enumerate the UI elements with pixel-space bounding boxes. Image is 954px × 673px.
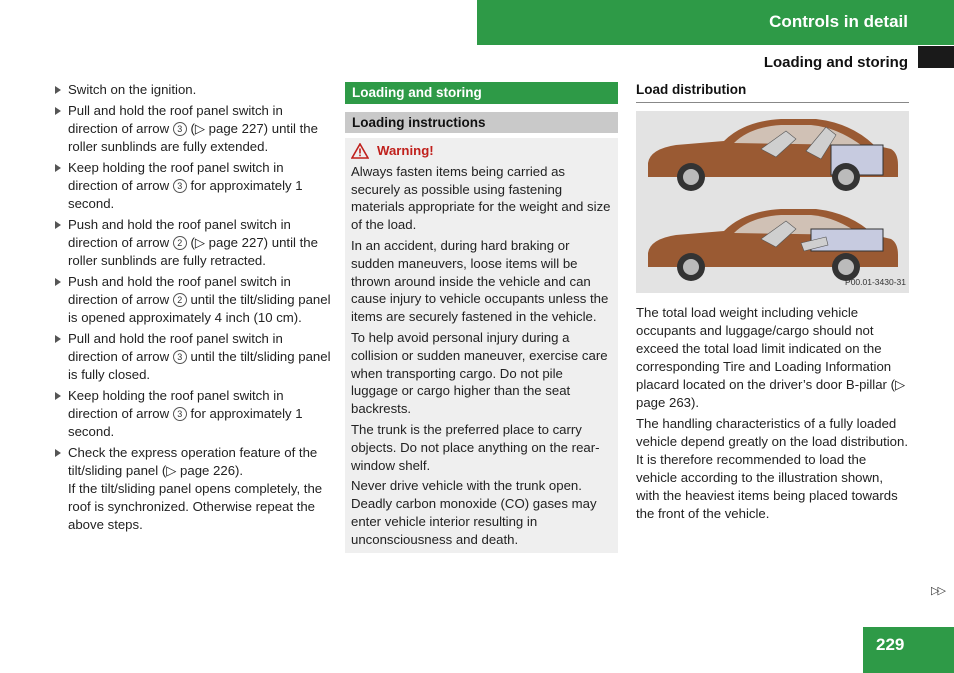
page-number: 229 bbox=[876, 635, 905, 654]
load-distribution-column bbox=[636, 81, 909, 526]
car-top-illustration bbox=[648, 119, 898, 191]
bullet-arrow-icon bbox=[55, 278, 61, 286]
section-title: Loading and storing bbox=[763, 54, 908, 71]
thumb-index-tab bbox=[918, 46, 954, 68]
bullet-arrow-icon bbox=[55, 392, 61, 400]
load-distribution-heading: Load distribution bbox=[636, 81, 909, 103]
chapter-title: Controls in detail bbox=[769, 12, 908, 31]
continued-arrows-icon: ▷▷ bbox=[931, 585, 944, 597]
step-item: Pull and hold the roof panel switch in direction of arrow 3 (▷ page 227) until the roller sunblinds are fully extended. bbox=[54, 102, 332, 156]
procedure-steps bbox=[54, 81, 332, 537]
step-item: Push and hold the roof panel switch in direction of arrow 2 until the tilt/sliding panel is opened approximately 4 inch (10 cm). bbox=[54, 273, 332, 327]
warning-paragraph: Always fasten items being carried as securely as possible using fastening materials appropriate for the weight and size of the load. bbox=[351, 163, 611, 233]
bullet-arrow-icon bbox=[55, 335, 61, 343]
bullet-arrow-icon bbox=[55, 86, 61, 94]
arrow-number-icon: 3 bbox=[173, 122, 187, 136]
step-note: If the tilt/sliding panel opens completely, the roof is synchronized. Otherwise repeat the above steps. bbox=[68, 481, 323, 532]
subsection-heading: Loading instructions bbox=[345, 112, 618, 133]
load-distribution-text bbox=[636, 304, 909, 523]
bullet-arrow-icon bbox=[55, 449, 61, 457]
arrow-number-icon: 2 bbox=[173, 293, 187, 307]
loading-instructions-column bbox=[345, 82, 618, 553]
arrow-number-icon: 3 bbox=[173, 407, 187, 421]
body-paragraph: The handling characteristics of a fully loaded vehicle depend greatly on the load distribution. It is therefore recommended to load the vehicle according to the illustration shown, with the heaviest items being placed towards the front of the vehicle. bbox=[636, 416, 908, 521]
bullet-arrow-icon bbox=[55, 107, 61, 115]
warning-triangle-icon bbox=[351, 143, 369, 159]
body-paragraph: The total load weight including vehicle occupants and luggage/cargo should not exceed the total load limit indicated on the corresponding Tire and Loading Information placard located on the driver’s door B-pillar (▷ page 263). bbox=[636, 305, 906, 410]
header-bar bbox=[477, 0, 954, 45]
step-item: Keep holding the roof panel switch in direction of arrow 3 for approximately 1 second. bbox=[54, 159, 332, 213]
arrow-number-icon: 2 bbox=[173, 236, 187, 250]
step-item: Keep holding the roof panel switch in direction of arrow 3 for approximately 1 second. bbox=[54, 387, 332, 441]
warning-paragraph: In an accident, during hard braking or sudden maneuvers, loose items will be thrown around inside the vehicle and can cause injury to vehicle occupants unless the items are securely fastened in the vehicle. bbox=[351, 237, 609, 325]
load-distribution-illustration bbox=[636, 111, 909, 293]
bullet-arrow-icon bbox=[55, 221, 61, 229]
arrow-number-icon: 3 bbox=[173, 350, 187, 364]
warning-paragraph: The trunk is the preferred place to carry objects. Do not place anything on the rear-window shelf. bbox=[351, 421, 600, 473]
section-heading: Loading and storing bbox=[345, 82, 618, 104]
car-bottom-illustration bbox=[648, 209, 898, 281]
illustration-code: P00.01-3430-31 bbox=[845, 277, 906, 287]
car-cargo-illustration bbox=[636, 111, 909, 293]
warning-paragraph: Never drive vehicle with the trunk open. Deadly carbon monoxide (CO) gases may enter vehicle interior resulting in unconsciousness and death. bbox=[351, 478, 597, 547]
step-item: Switch on the ignition. bbox=[54, 81, 332, 99]
warning-paragraph: To help avoid personal injury during a collision or sudden maneuver, exercise care when transporting cargo. Do not pile luggage or cargo higher than the seat backrests. bbox=[351, 329, 608, 417]
arrow-number-icon: 3 bbox=[173, 179, 187, 193]
step-item: Check the express operation feature of the tilt/sliding panel (▷ page 226). If the tilt/sliding panel opens completely, the roof is synchronized. Otherwise repeat the above steps. bbox=[54, 444, 332, 534]
step-item: Pull and hold the roof panel switch in direction of arrow 3 until the tilt/sliding panel is fully closed. bbox=[54, 330, 332, 384]
warning-title bbox=[351, 142, 612, 160]
warning-label: Warning! bbox=[377, 143, 434, 158]
step-item: Push and hold the roof panel switch in direction of arrow 2 (▷ page 227) until the roller sunblinds are fully retracted. bbox=[54, 216, 332, 270]
bullet-arrow-icon bbox=[55, 164, 61, 172]
page-number-box bbox=[863, 627, 954, 673]
warning-box bbox=[345, 138, 618, 553]
